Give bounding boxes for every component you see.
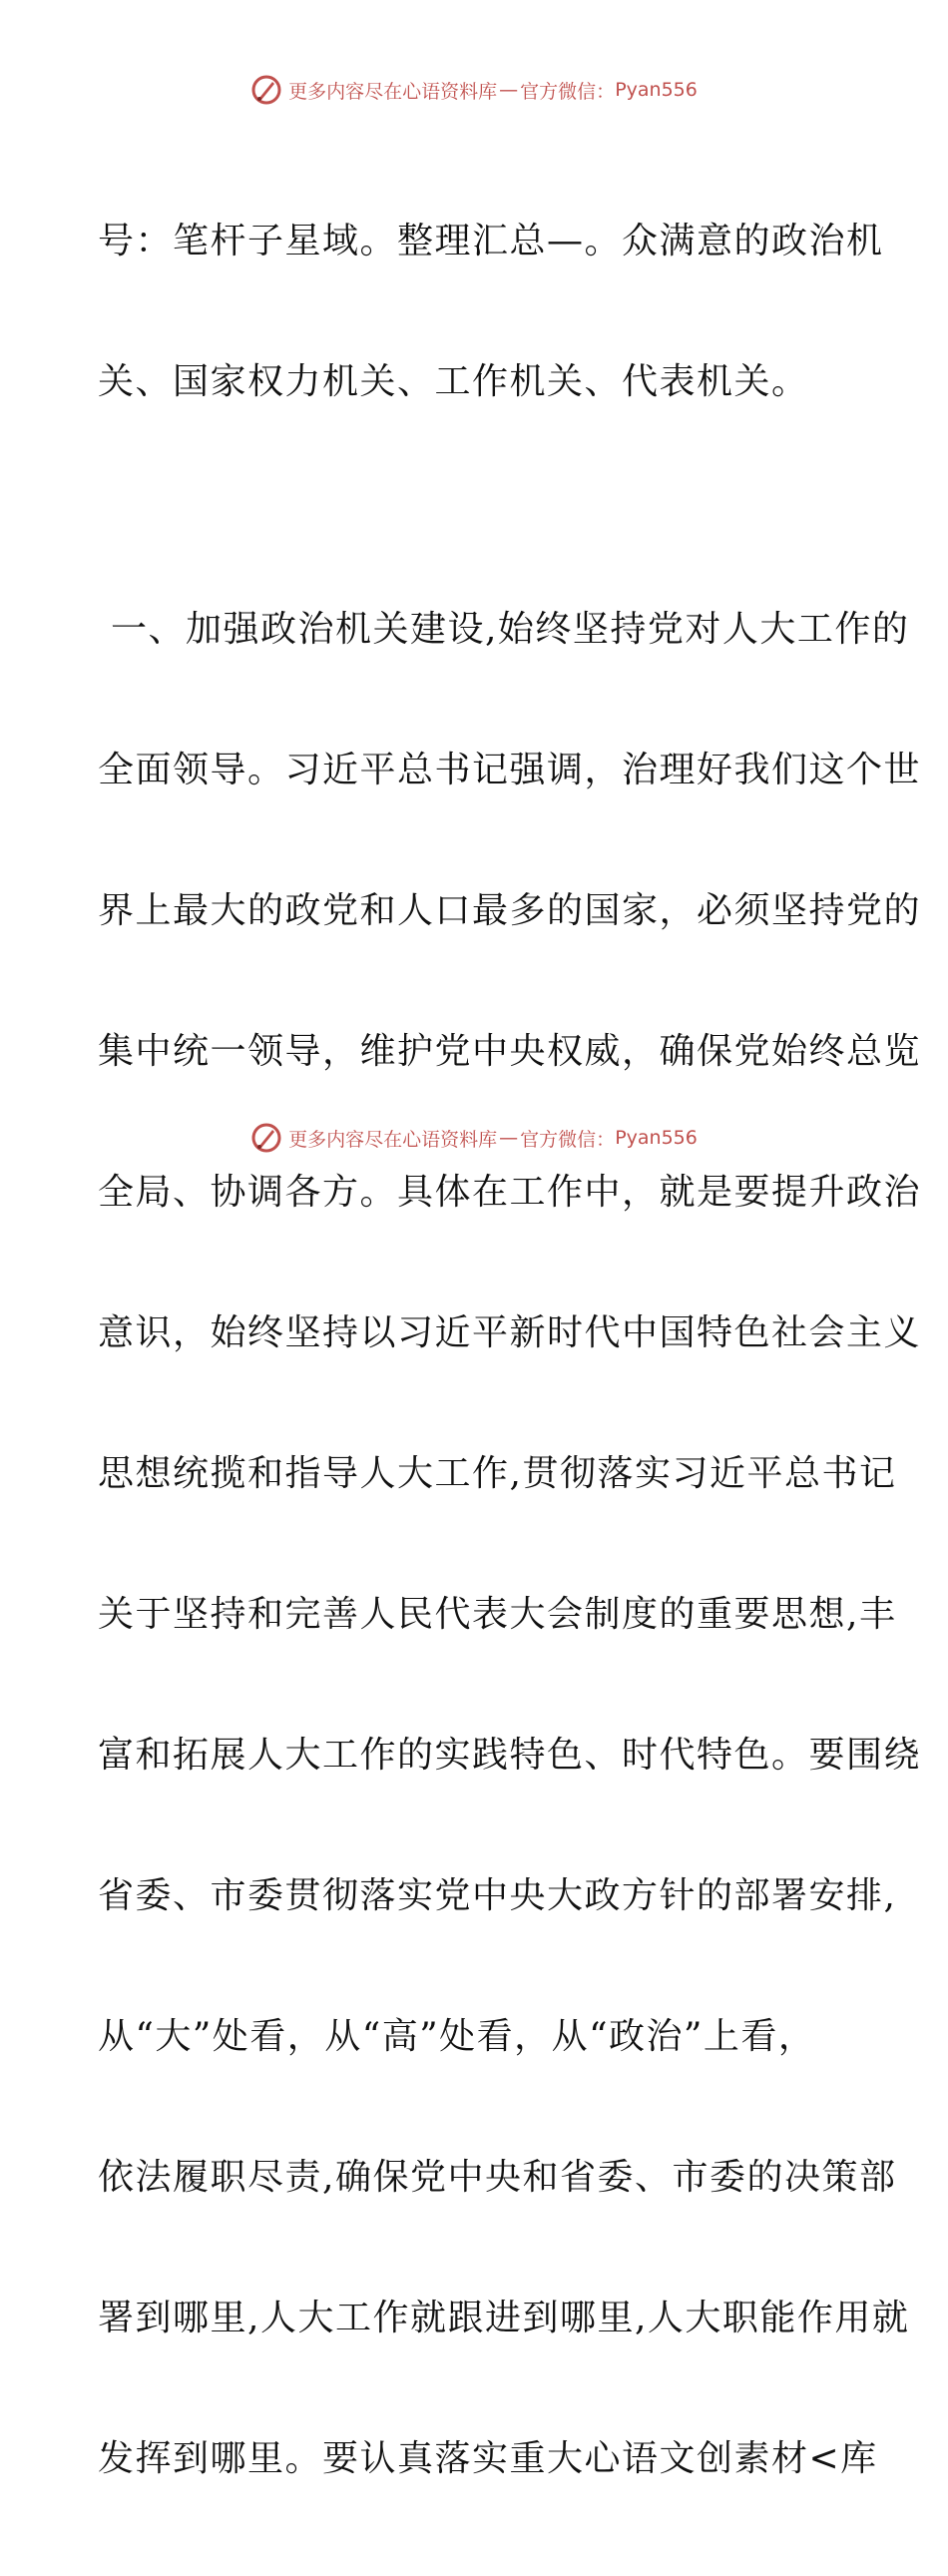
- text-line: 从“大”处看，从“高”处看，从“政治”上看，: [98, 2016, 816, 2057]
- text-line: 意识，始终坚持以习近平新时代中国特色社会主义: [98, 1312, 922, 1353]
- banner-wechat-id: Pyan556: [615, 1127, 698, 1149]
- header-banner: [0, 70, 948, 110]
- text-line: 富和拓展人大工作的实践特色、时代特色。要围绕: [98, 1735, 922, 1776]
- text-line: 省委、市委贯彻落实党中央大政方针的部署安排,: [98, 1875, 897, 1916]
- text-line: 一、加强政治机关建设,始终坚持党对人大工作的: [98, 609, 910, 650]
- banner-label: 官方微信：: [520, 80, 616, 103]
- text-line: 关于坚持和完善人民代表大会制度的重要思想,丰: [98, 1594, 897, 1635]
- quill-logo-icon: [250, 74, 282, 106]
- text-line: 全局、协调各方。具体在工作中，就是要提升政治: [98, 1172, 922, 1213]
- banner-label: 官方微信：: [520, 1128, 616, 1151]
- paragraph-1: [98, 124, 884, 499]
- document-body: [98, 124, 922, 2576]
- text-line: 号：笔杆子星域。整理汇总—。众满意的政治机: [98, 221, 884, 261]
- text-line: 界上最大的政党和人口最多的国家，必须坚持党的: [98, 890, 922, 931]
- banner-dash: —: [499, 1127, 519, 1149]
- banner-dash: —: [499, 79, 519, 101]
- text-line: 集中统一领导，维护党中央权威，确保党始终总览: [98, 1031, 922, 1072]
- text-line: 关、国家权力机关、工作机关、代表机关。: [98, 361, 809, 402]
- banner-main-text: 更多内容尽在心语资料库: [288, 80, 498, 103]
- text-line: 依法履职尽责,确保党中央和省委、市委的决策部: [98, 2157, 897, 2198]
- banner-main-text: 更多内容尽在心语资料库: [288, 1128, 498, 1151]
- quill-logo-icon: [250, 1122, 282, 1154]
- text-line: 思想统揽和指导人大工作,贯彻落实习近平总书记: [98, 1453, 897, 1494]
- text-line: 署到哪里,人大工作就跟进到哪里,人大职能作用就: [98, 2298, 910, 2338]
- text-line: 全面领导。习近平总书记强调，治理好我们这个世: [98, 750, 922, 790]
- footer-banner: [0, 1118, 948, 1158]
- paragraph-2: [98, 512, 922, 2576]
- banner-wechat-id: Pyan556: [615, 79, 698, 101]
- text-line: 发挥到哪里。要认真落实重大心语文创素材<库: [98, 2438, 878, 2479]
